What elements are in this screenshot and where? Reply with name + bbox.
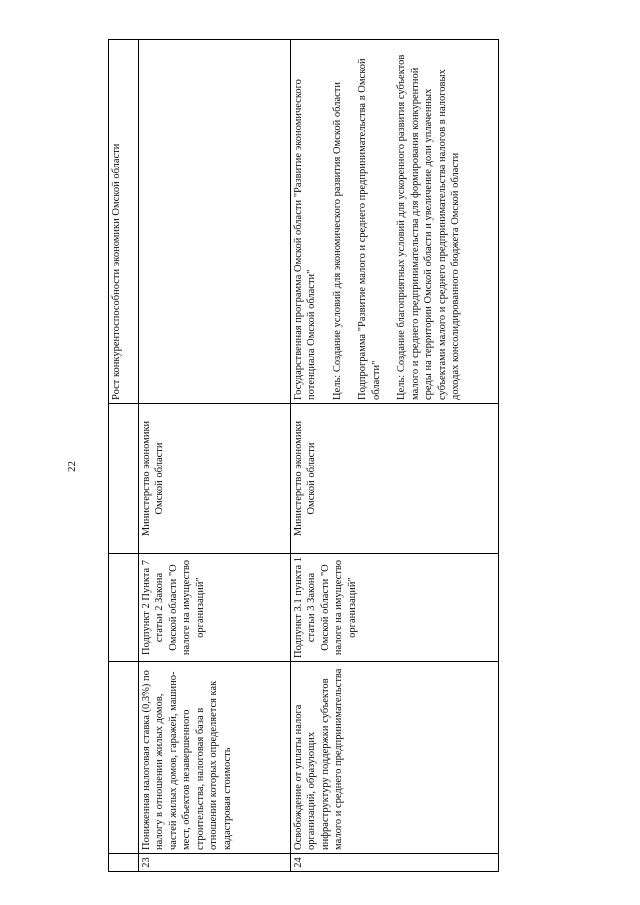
benefit-name	[109, 662, 139, 854]
table-row	[109, 40, 139, 872]
table-row	[139, 40, 291, 872]
program-goal: Цель: Создание условий для экономического развития Омской области	[331, 81, 343, 400]
rotated-page	[66, 40, 500, 872]
subprogram-goal: Цель: Создание благоприятных условий для ускоренного развития субъектов малого и среднего предпринимательства для формирования конкурентной среды на территории Омской области и увеличение доли уплаченных субъектами малого и среднего предпринимательства налогов в налоговых доходах консолидированного бюджета Омской области	[396, 54, 461, 400]
page-number: 22	[66, 461, 78, 472]
ministry: Министерство экономики Омской области	[291, 404, 499, 554]
goal-cell	[139, 40, 291, 404]
program-title: Государственная программа Омской области "Развитие экономического потенциала Омской области"	[293, 79, 318, 400]
benefit-name: Освобождение от уплаты налога организаций, образующих инфраструктуру поддержки субъектов малого и среднего предпринимательства	[291, 662, 499, 854]
subprogram-title: Подпрограмма "Развитие малого и среднего предпринимательства в Омской области"	[357, 58, 382, 400]
benefit-name: Пониженная налоговая ставка (0,3%) по налогу в отношении жилых домов, частей жилых домов, гаражей, машино-мест, объектов незавершенного строительства, налоговая база в отношении которых определяется как кадастровая стоимость	[139, 662, 291, 854]
legal-basis: Подпункт 3.1 пункта 1 статьи 3 Закона Омской области "О налоге на имущество организаций"	[291, 554, 499, 662]
table-row	[291, 40, 499, 872]
ministry: Министерство экономики Омской области	[139, 404, 291, 554]
goal-cell: Рост конкурентоспособности экономики Омской области	[109, 40, 139, 404]
ministry	[109, 404, 139, 554]
legal-basis: Подпункт 2 Пункта 7 статьи 2 Закона Омской области "О налоге на имущество организаций"	[139, 554, 291, 662]
tax-benefits-table	[108, 39, 499, 872]
row-number: 23	[139, 854, 291, 872]
row-number: 24	[291, 854, 499, 872]
legal-basis	[109, 554, 139, 662]
row-number	[109, 854, 139, 872]
goal-cell	[291, 40, 499, 404]
